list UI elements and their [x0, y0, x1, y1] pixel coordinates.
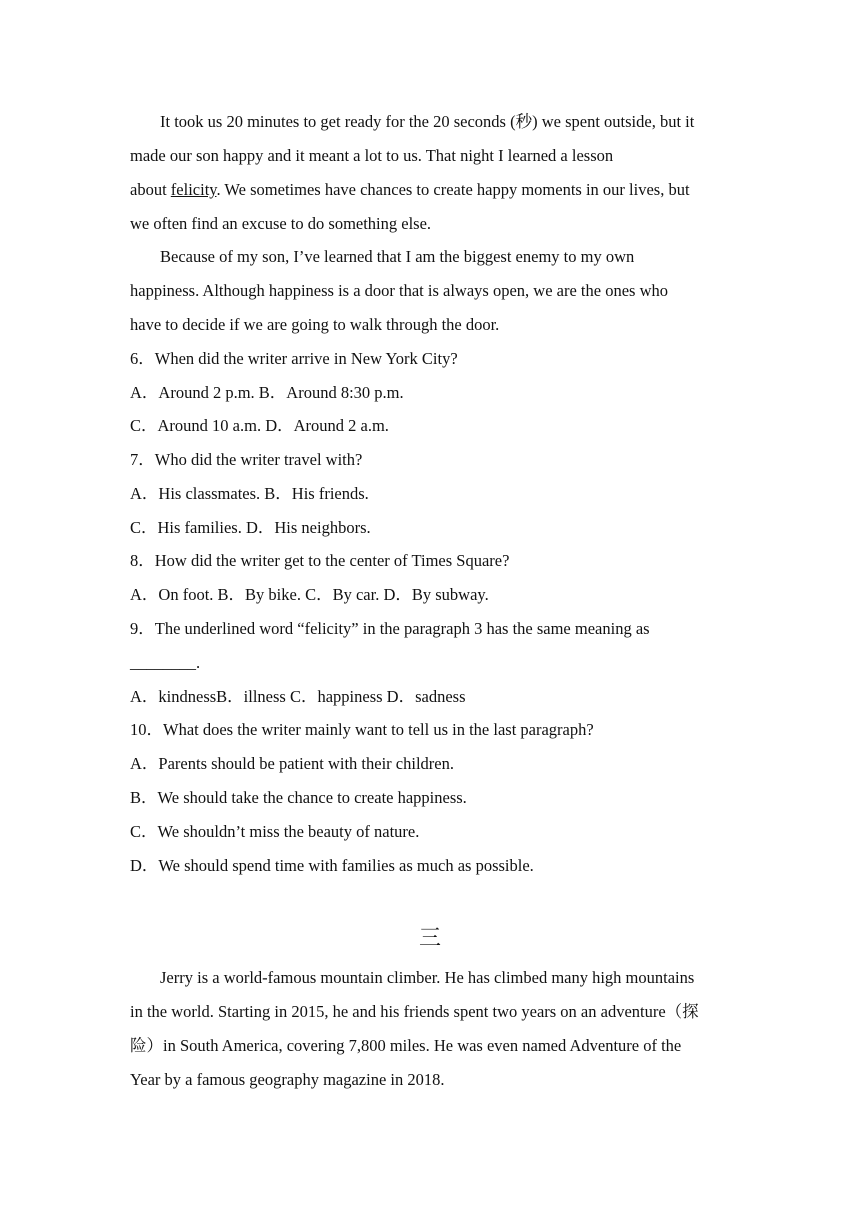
question-6: 6．When did the writer arrive in New York City?	[130, 349, 458, 368]
passage-text: in the world. Starting in 2015, he and his friends spent two years on an adventure（探	[130, 1002, 699, 1021]
question-7-options: A．His classmates. B．His friends.	[130, 484, 369, 503]
passage-text-segment: . We sometimes have chances to create happy moments in our lives, but	[216, 180, 690, 199]
underlined-word: felicity	[170, 180, 217, 199]
passage-text: Jerry is a world-famous mountain climber. He has climbed many high mountains	[160, 968, 695, 987]
passage-text: 险）in South America, covering 7,800 miles. He was even named Adventure of the	[130, 1036, 682, 1055]
section-heading: 三	[418, 925, 441, 950]
question-10-option-c: C．We shouldn’t miss the beauty of nature.	[130, 822, 420, 841]
question-7: 7．Who did the writer travel with?	[130, 450, 363, 469]
question-9-blank: ________.	[130, 653, 201, 672]
passage-text: we often find an excuse to do something else.	[130, 214, 432, 233]
question-8-options: A．On foot. B．By bike. C．By car. D．By subway.	[130, 585, 489, 604]
passage-text: It took us 20 minutes to get ready for the 20 seconds (秒) we spent outside, but it	[160, 112, 695, 131]
question-10-option-b: B．We should take the chance to create happiness.	[130, 788, 467, 807]
passage-text: Year by a famous geography magazine in 2018.	[130, 1070, 445, 1089]
question-8: 8．How did the writer get to the center of Times Square?	[130, 551, 510, 570]
question-10-option-d: D．We should spend time with families as much as possible.	[130, 856, 534, 875]
question-9-options: A．kindnessB．illness C．happiness D．sadness	[130, 687, 466, 706]
question-10: 10．What does the writer mainly want to tell us in the last paragraph?	[130, 720, 594, 739]
question-6-options: C．Around 10 a.m. D．Around 2 a.m.	[130, 416, 389, 435]
question-7-options: C．His families. D．His neighbors.	[130, 518, 371, 537]
passage-text: happiness. Although happiness is a door that is always open, we are the ones who	[130, 281, 668, 300]
question-6-options: A．Around 2 p.m. B．Around 8:30 p.m.	[130, 383, 404, 402]
question-10-option-a: A．Parents should be patient with their children.	[130, 754, 454, 773]
question-9: 9．The underlined word “felicity” in the paragraph 3 has the same meaning as	[130, 619, 650, 638]
passage-text: made our son happy and it meant a lot to us. That night I learned a lesson	[130, 146, 614, 165]
passage-text	[130, 180, 690, 200]
passage-text: have to decide if we are going to walk through the door.	[130, 315, 500, 334]
passage-text-segment: about	[130, 180, 171, 199]
passage-text: Because of my son, I’ve learned that I am the biggest enemy to my own	[160, 247, 635, 266]
